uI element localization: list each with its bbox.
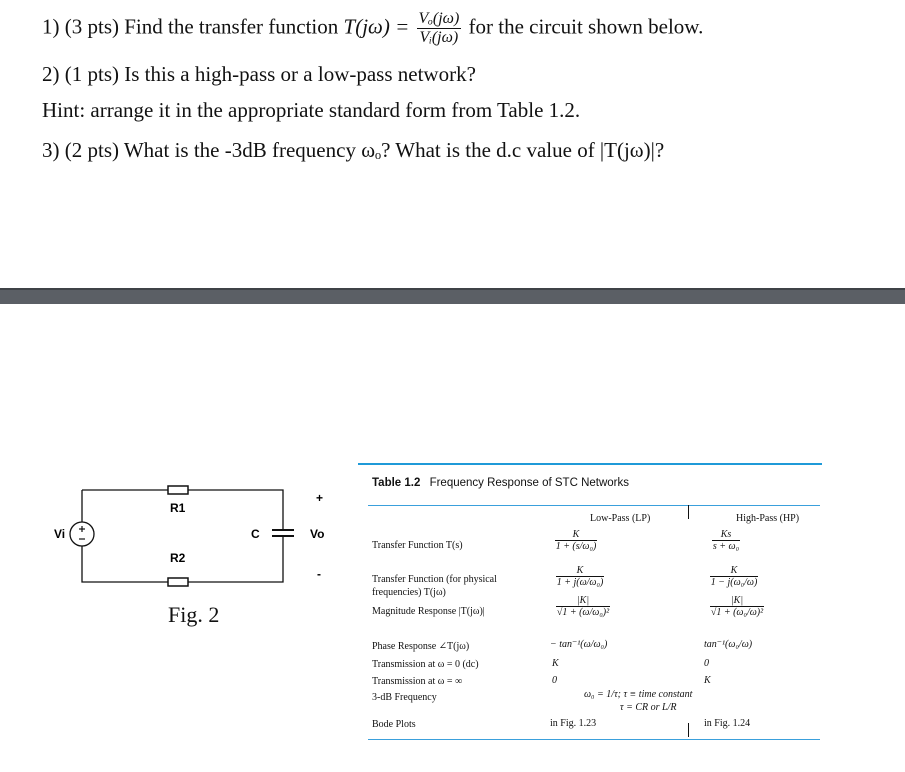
r1-resistor (168, 486, 188, 494)
table-caption: Frequency Response of STC Networks (429, 477, 629, 489)
hp-tf-s-num: Ks (712, 529, 740, 541)
hp-tf-jw-den: 1 − j(ω₀/ω) (710, 577, 758, 588)
lp-mag-num: |K| (556, 595, 610, 607)
f3db-line2: τ = CR or L/R (620, 702, 677, 713)
question-3: 3) (2 pts) What is the -3dB frequency ωₒ? What is the d.c value of |T(jω)|? (42, 138, 665, 162)
hp-mag (702, 595, 772, 618)
cap-label: C (251, 527, 260, 541)
f3db-line1: ω₀ = 1/τ; τ ≡ time constant (584, 689, 693, 700)
question-1 (42, 10, 703, 47)
row-inf: Transmission at ω = ∞ (372, 676, 463, 687)
r1-label: R1 (170, 501, 186, 515)
q1-numerator: Vₒ(jω) (418, 10, 460, 27)
lp-tf-s (550, 529, 602, 552)
hint: Hint: arrange it in the appropriate standard form from Table 1.2. (42, 98, 581, 122)
hp-mag-num: |K| (710, 595, 764, 607)
lp-tf-s-num: K (555, 529, 598, 541)
q1-denominator: Vᵢ(jω) (419, 29, 459, 46)
hp-tf-s-den: s + ω₀ (712, 541, 740, 552)
row-phase: Phase Response ∠T(jω) (372, 641, 470, 652)
lp-tf-jw-den: 1 + j(ω/ω₀) (556, 577, 604, 588)
table-1-2 (358, 463, 822, 741)
q1-prefix: 1) (3 pts) Find the transfer function (42, 14, 339, 39)
row-tf-jw-2: frequencies) T(jω) (372, 587, 446, 598)
lp-tf-jw (550, 565, 610, 588)
separator-bar (0, 288, 905, 304)
vo-minus: - (317, 567, 321, 581)
col-highpass: High-Pass (HP) (736, 513, 800, 524)
circuit-diagram (46, 470, 346, 600)
capacitor (272, 530, 294, 554)
hp-dc: 0 (704, 658, 709, 669)
question-2: 2) (1 pts) Is this a high-pass or a low-pass network? (42, 62, 476, 86)
vo-label: Vo (310, 527, 325, 541)
table-title (372, 477, 629, 489)
row-3db: 3-dB Frequency (372, 692, 437, 703)
hp-mag-den: √1 + (ω₀/ω)² (710, 607, 764, 618)
row-dc: Transmission at ω = 0 (dc) (372, 659, 479, 670)
row-magnitude: Magnitude Response |T(jω)| (372, 606, 485, 617)
q1-suffix: for the circuit shown below. (468, 14, 704, 39)
table-number: Table 1.2 (372, 477, 421, 489)
lp-mag-den: √1 + (ω/ω₀)² (556, 607, 610, 618)
lp-bode: in Fig. 1.23 (550, 718, 597, 729)
lp-phase: − tan⁻¹(ω/ω₀) (550, 639, 608, 650)
table-rule-top (368, 505, 820, 506)
row-tf-s: Transfer Function T(s) (372, 540, 463, 551)
hp-phase: tan⁻¹(ω₀/ω) (704, 639, 753, 650)
source-label: Vi (54, 527, 66, 541)
hp-tf-jw (702, 565, 766, 588)
bode-divider (688, 723, 689, 737)
row-tf-jw-1: Transfer Function (for physical (372, 574, 497, 585)
lp-inf: 0 (552, 675, 557, 686)
lp-tf-s-den: 1 + (s/ω₀) (555, 541, 597, 552)
lp-tf-jw-num: K (556, 565, 605, 577)
header-divider (688, 505, 689, 519)
q1-fraction (417, 10, 462, 47)
hp-tf-jw-num: K (710, 565, 759, 577)
voltage-source-icon (70, 522, 94, 546)
q1-tf: T(jω) = (343, 14, 410, 39)
lp-mag (550, 595, 616, 618)
hp-bode: in Fig. 1.24 (704, 718, 751, 729)
r2-resistor (168, 578, 188, 586)
r2-label: R2 (170, 551, 186, 565)
col-lowpass: Low-Pass (LP) (590, 513, 651, 524)
vo-plus: + (316, 491, 324, 505)
hp-inf: K (704, 675, 711, 686)
lp-dc: K (552, 658, 559, 669)
figure-caption: Fig. 2 (168, 602, 220, 627)
hp-tf-s (704, 529, 748, 552)
table-rule-bottom (368, 739, 820, 740)
row-bode: Bode Plots (372, 719, 416, 730)
